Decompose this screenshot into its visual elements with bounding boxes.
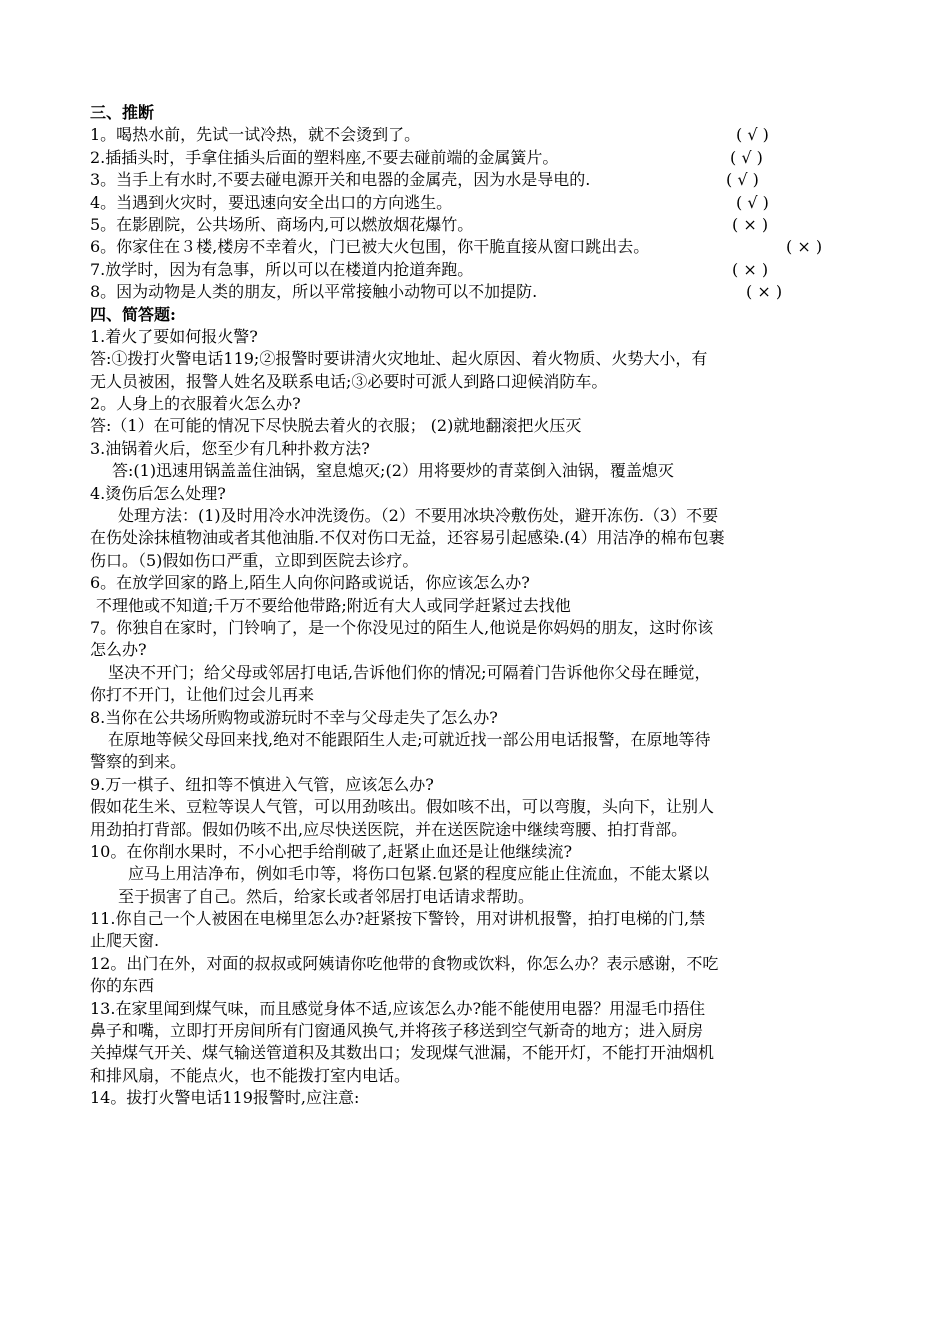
section-heading-short-answer: 四、简答题: [90,304,176,324]
question-answer-line: 鼻子和嘴，立即打开房间所有门窗通风换气,并将孩子移送到空气新奇的地方；进入厨房 [90,1021,704,1041]
question-line: 2。人身上的衣服着火怎么办? [90,394,301,414]
question-line: 9.万一棋子、纽扣等不慎进入气管，应该怎么办? [90,774,434,794]
judgment-item [90,259,860,281]
question-answer-line: 12。出门在外，对面的叔叔或阿姨请你吃他带的食物或饮料，你怎么办？表示感谢，不吃 [90,953,719,973]
question-answer-line: 止爬天窗. [90,931,160,951]
answer-line: 处理方法：(1)及时用冷水冲洗烫伤。（2）不要用冰块冷敷伤处，避开冻伤.（3）不要 [118,506,719,526]
answer-line: 至于损害了自己。然后，给家长或者邻居打电话请求帮助。 [118,886,535,906]
section-heading-judgment: 三、推断 [90,103,155,122]
judgment-answer-mark: ( × ) [786,237,823,257]
question-answer-line: 13.在家里闻到煤气味，而且感觉身体不适,应该怎么办?能不能使用电器？用湿毛巾捂住 [90,998,706,1018]
question-answer-line: 11.你自己一个人被困在电梯里怎么办?赶紧按下警铃，用对讲机报警，拍打电梯的门,禁 [90,909,706,929]
answer-line: 在伤处涂抹植物油或者其他油脂.不仅对伤口无益，还容易引起感染.(4）用洁净的棉布包裹 [90,528,725,548]
answer-line: 在原地等候父母回来找,绝对不能跟陌生人走;可就近找一部公用电话报警，在原地等待 [108,729,711,749]
judgment-answer-mark: ( × ) [732,214,769,234]
answer-line: 你打不开门，让他们过会儿再来 [90,685,315,705]
answer-line: 应马上用洁净布，例如毛巾等，将伤口包紧.包紧的程度应能止住流血，不能太紧以 [128,864,710,884]
answer-line: 答:①拨打火警电话119;②报警时要讲清火灾地址、起火原因、着火物质、火势大小，有 [90,349,708,369]
judgment-item [90,124,860,146]
judgment-statement: 3。当手上有水时,不要去碰电源开关和电器的金属壳，因为水是导电的. [90,170,591,190]
answer-line: 无人员被困，报警人姓名及联系电话;③必要时可派人到路口迎候消防车。 [90,371,608,391]
answer-line: 假如花生米、豆粒等误人气管，可以用劲咳出。假如咳不出，可以弯腹，头向下，让别人 [90,797,715,817]
question-line: 3.油锅着火后，您至少有几种扑救方法? [90,438,370,458]
document-content [90,102,860,1110]
judgment-statement: 4。当遇到火灾时，要迅速向安全出口的方向逃生。 [90,192,453,212]
judgment-item [90,192,860,214]
question-answer-line: 关掉煤气开关、煤气输送管道积及其数出口；发现煤气泄漏，不能开灯，不能打开油烟机 [90,1043,715,1063]
judgment-answer-mark: ( × ) [746,282,783,302]
judgment-item [90,281,860,303]
judgment-item [90,169,860,191]
judgment-answer-mark: ( √ ) [736,125,769,145]
answer-line: 警察的到来。 [90,752,187,772]
judgment-item [90,236,860,258]
answer-line: 不理他或不知道;千万不要给他带路;附近有大人或同学赶紧过去找他 [96,595,571,615]
judgment-statement: 5。在影剧院，公共场所、商场内,可以燃放烟花爆竹。 [90,214,474,234]
question-line: 8.当你在公共场所购物或游玩时不幸与父母走失了怎么办? [90,707,498,727]
question-line: 7。你独自在家时，门铃响了，是一个你没见过的陌生人,他说是你妈妈的朋友，这时你该 [90,617,714,637]
question-line: 14。拔打火警电话119报警时,应注意: [90,1088,360,1108]
judgment-statement: 2.插插头时，手拿住插头后面的塑料座,不要去碰前端的金属簧片。 [90,147,559,167]
answer-line: 伤口。（5)假如伤口严重，立即到医院去诊疗。 [90,550,419,570]
judgment-statement: 1。喝热水前，先试一试冷热，就不会烫到了。 [90,125,421,145]
question-line: 4.烫伤后怎么处理? [90,483,226,503]
judgment-statement: 7.放学时，因为有急事，所以可以在楼道内抢道奔跑。 [90,259,474,279]
question-answer-line: 和排风扇，不能点火，也不能拨打室内电话。 [90,1065,411,1085]
question-line: 怎么办? [90,640,147,660]
question-line: 6。在放学回家的路上,陌生人向你问路或说话，你应该怎么办? [90,573,530,593]
answer-line: 答:(1)迅速用锅盖盖住油锅，窒息熄灭;(2）用将要炒的青菜倒入油锅，覆盖熄灭 [112,461,674,481]
answer-line: 用劲拍打背部。假如仍咳不出,应尽快送医院，并在送医院途中继续弯腰、拍打背部。 [90,819,688,839]
judgment-statement: 6。你家住在３楼,楼房不幸着火，门已被大火包围，你干脆直接从窗口跳出去。 [90,237,650,257]
judgment-answer-mark: ( √ ) [730,147,763,167]
answer-line: 答:（1）在可能的情况下尽快脱去着火的衣服； (2)就地翻滚把火压灭 [90,416,582,436]
question-answer-line: 你的东西 [90,976,155,996]
judgment-item [90,214,860,236]
question-line: 1.着火了要如何报火警? [90,326,258,346]
judgment-answer-mark: ( √ ) [726,170,759,190]
question-line: 10。在你削水果时，不小心把手给削破了,赶紧止血还是让他继续流? [90,841,573,861]
judgment-answer-mark: ( √ ) [736,192,769,212]
judgment-item [90,147,860,169]
answer-line: 坚决不开门；给父母或邻居打电话,告诉他们你的情况;可隔着门告诉他你父母在睡觉， [108,662,711,682]
judgment-statement: 8。因为动物是人类的朋友，所以平常接触小动物可以不加提防. [90,282,538,302]
judgment-answer-mark: ( × ) [732,259,769,279]
